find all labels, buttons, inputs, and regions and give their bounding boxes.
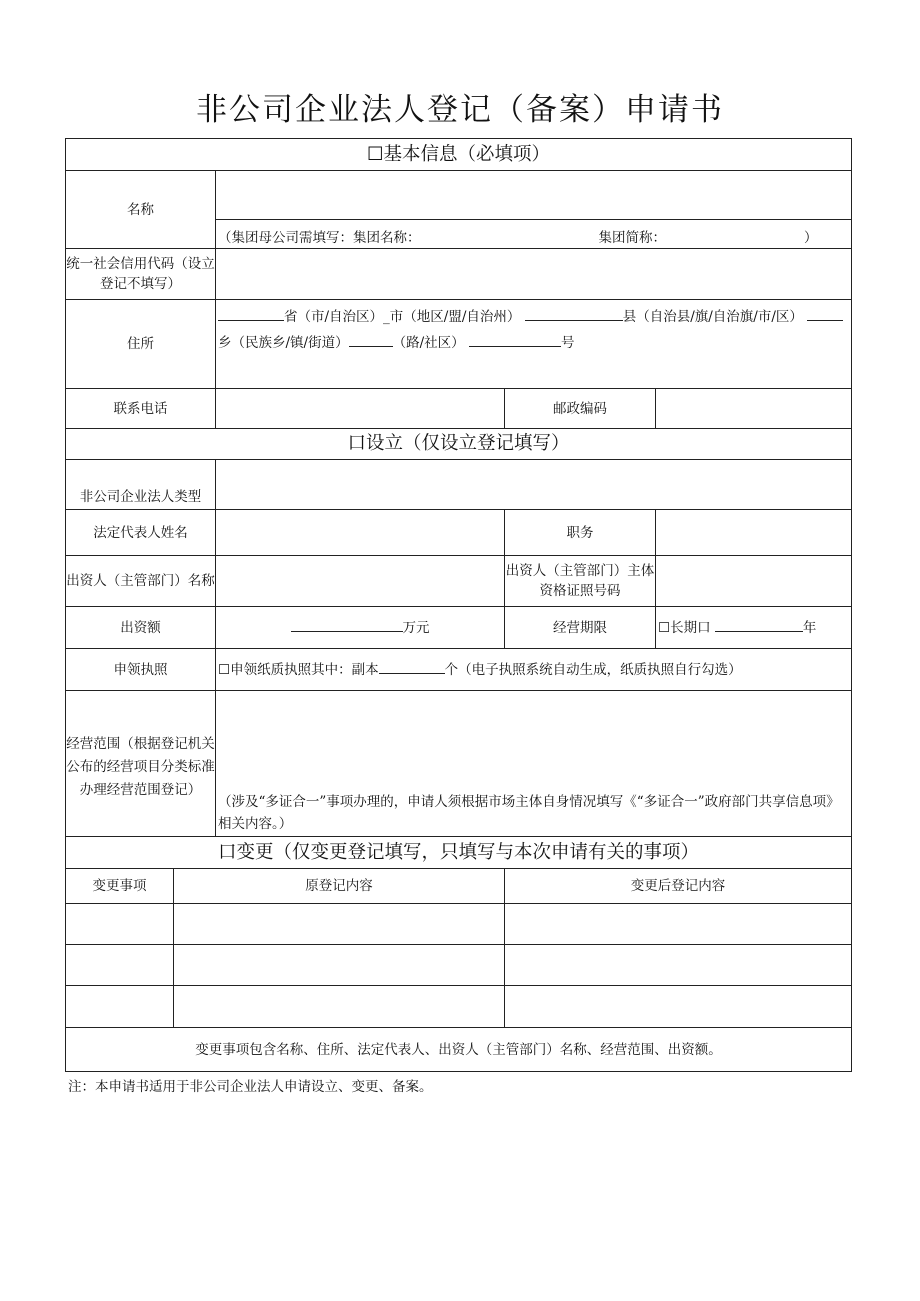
setup-header: 口设立（仅设立登记填写） bbox=[66, 429, 852, 460]
name-label: 名称 bbox=[66, 171, 216, 249]
investor-name-label: 出资人（主管部门）名称 bbox=[66, 556, 216, 607]
road-blank[interactable] bbox=[349, 332, 393, 347]
investor-cert-label: 出资人（主管部门）主体资格证照号码 bbox=[505, 556, 656, 607]
investor-name-field[interactable] bbox=[216, 556, 505, 607]
addr-no-text: 号 bbox=[560, 335, 575, 351]
phone-field[interactable] bbox=[216, 389, 505, 429]
business-scope-field[interactable] bbox=[216, 691, 852, 837]
address-label: 住所 bbox=[66, 300, 216, 389]
new-content-header: 变更后登记内容 bbox=[505, 869, 852, 904]
basic-info-header: ☐基本信息（必填项） bbox=[66, 139, 852, 171]
change-item-cell[interactable] bbox=[66, 945, 174, 986]
change-row bbox=[66, 904, 852, 945]
new-content-cell[interactable] bbox=[505, 986, 852, 1028]
name-field[interactable] bbox=[216, 171, 852, 220]
page-title: 非公司企业法人登记（备案）申请书 bbox=[196, 92, 724, 128]
addr-town-text: 乡（民族乡/镇/街道） bbox=[218, 335, 349, 351]
term-years-blank[interactable] bbox=[715, 617, 803, 632]
term-long-checkbox[interactable]: ☐长期口 bbox=[658, 620, 711, 636]
scope-note: （涉及“多证合一”事项办理的，申请人须根据市场主体自身情况填写《“多证合一”政府部门共享信息项》相关内容。） bbox=[218, 794, 840, 832]
county-blank[interactable] bbox=[525, 306, 623, 321]
addr-road-text: （路/社区） bbox=[392, 335, 465, 351]
original-content-cell[interactable] bbox=[174, 945, 505, 986]
license-field[interactable] bbox=[216, 649, 852, 691]
addr-province-text: 省（市/自治区）_市（地区/盟/自治州） bbox=[284, 309, 521, 325]
term-year-unit: 年 bbox=[802, 620, 817, 636]
credit-code-field[interactable] bbox=[216, 249, 852, 300]
original-content-header: 原登记内容 bbox=[174, 869, 505, 904]
addr-county-text: 县（自治县/旗/自治旗/市/区） bbox=[622, 309, 803, 325]
change-row bbox=[66, 986, 852, 1028]
term-label: 经营期限 bbox=[505, 607, 656, 649]
enterprise-type-label: 非公司企业法人类型 bbox=[66, 460, 216, 510]
group-note-text-c: ） bbox=[804, 230, 818, 246]
term-field[interactable] bbox=[656, 607, 852, 649]
province-blank[interactable] bbox=[218, 306, 284, 321]
legal-rep-field[interactable] bbox=[216, 510, 505, 556]
group-name-note[interactable] bbox=[216, 220, 852, 249]
change-item-cell[interactable] bbox=[66, 904, 174, 945]
change-row bbox=[66, 945, 852, 986]
change-footer-note: 变更事项包含名称、住所、法定代表人、出资人（主管部门）名称、经营范围、出资额。 bbox=[66, 1028, 852, 1072]
original-content-cell[interactable] bbox=[174, 904, 505, 945]
business-scope-label: 经营范围（根据登记机关公布的经营项目分类标准办理经营范围登记） bbox=[66, 691, 216, 837]
town-blank[interactable] bbox=[807, 306, 843, 321]
application-form bbox=[65, 138, 852, 1072]
credit-code-label: 统一社会信用代码（设立登记不填写） bbox=[66, 249, 216, 300]
enterprise-type-field[interactable] bbox=[216, 460, 852, 510]
position-field[interactable] bbox=[656, 510, 852, 556]
postcode-field[interactable] bbox=[656, 389, 852, 429]
position-label: 职务 bbox=[505, 510, 656, 556]
change-item-cell[interactable] bbox=[66, 986, 174, 1028]
capital-label: 出资额 bbox=[66, 607, 216, 649]
address-field[interactable] bbox=[216, 300, 852, 389]
phone-label: 联系电话 bbox=[66, 389, 216, 429]
original-content-cell[interactable] bbox=[174, 986, 505, 1028]
group-note-text-b: 集团简称： bbox=[598, 230, 666, 246]
group-note-text-a: （集团母公司需填写：集团名称： bbox=[218, 230, 421, 246]
investor-cert-field[interactable] bbox=[656, 556, 852, 607]
legal-rep-label: 法定代表人姓名 bbox=[66, 510, 216, 556]
new-content-cell[interactable] bbox=[505, 945, 852, 986]
license-note: 个（电子执照系统自动生成，纸质执照自行勾选） bbox=[444, 662, 742, 678]
capital-blank[interactable] bbox=[291, 617, 403, 632]
new-content-cell[interactable] bbox=[505, 904, 852, 945]
copies-blank[interactable] bbox=[379, 659, 445, 674]
footnote: 注：本申请书适用于非公司企业法人申请设立、变更、备案。 bbox=[68, 1079, 433, 1095]
capital-unit: 万元 bbox=[402, 620, 430, 636]
capital-field[interactable] bbox=[216, 607, 505, 649]
license-label: 申领执照 bbox=[66, 649, 216, 691]
number-blank[interactable] bbox=[469, 332, 561, 347]
change-item-header: 变更事项 bbox=[66, 869, 174, 904]
change-header: 口变更（仅变更登记填写，只填写与本次申请有关的事项） bbox=[66, 837, 852, 869]
paper-license-checkbox[interactable]: ☐申领纸质执照其中：副本 bbox=[218, 662, 379, 678]
postcode-label: 邮政编码 bbox=[505, 389, 656, 429]
